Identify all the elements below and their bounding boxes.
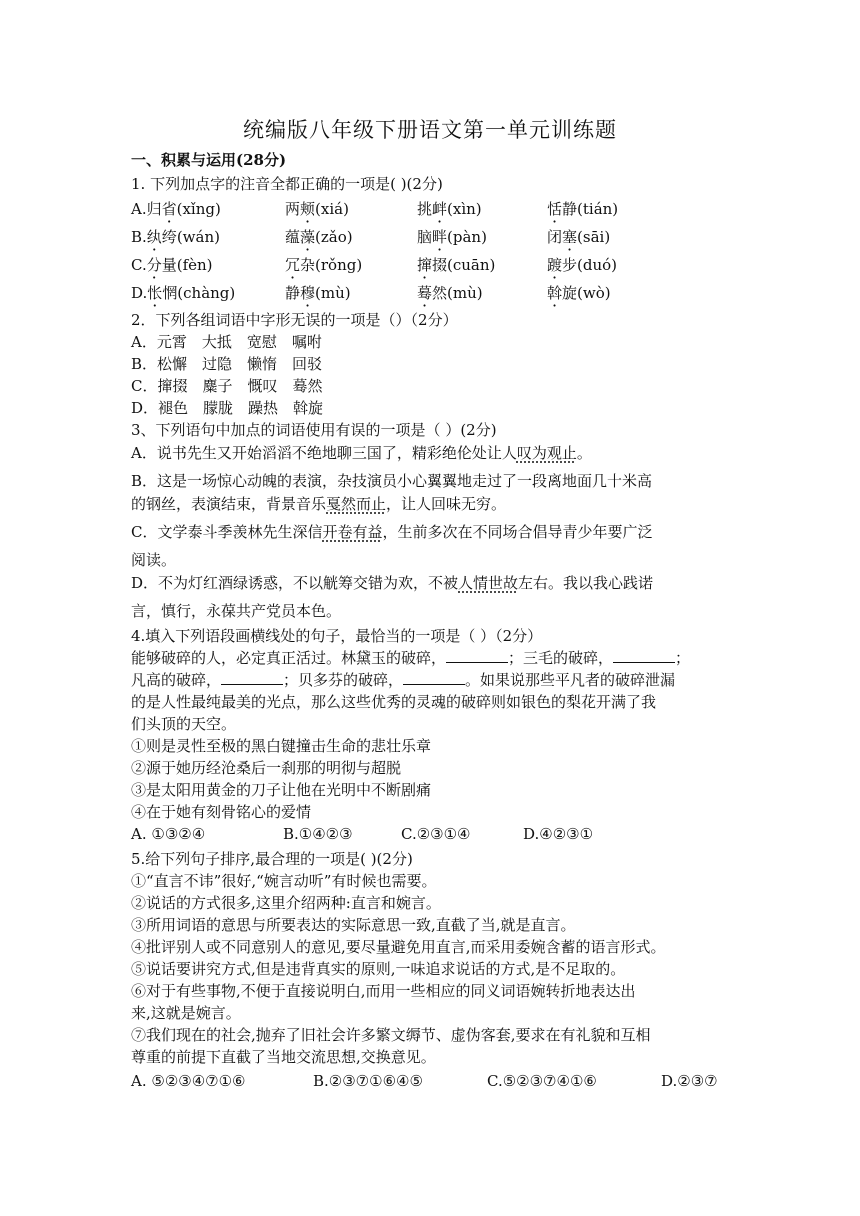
- text: C．文学泰斗季羡林先生深信: [131, 523, 323, 541]
- question-1-option-cell: [547, 282, 611, 303]
- dotted-char: 蓦: [417, 284, 433, 302]
- dotted-text: 人情世故: [458, 574, 519, 592]
- dotted-text: 开卷有益: [322, 523, 383, 541]
- question-5-item-3: ③所用词语的意思与所要表达的实际意思一致,直截了当,就是直言。: [131, 916, 576, 934]
- question-1-option-cell: [131, 254, 213, 275]
- text: 静(tián): [562, 200, 619, 218]
- question-3-option-b-line2: [131, 494, 506, 514]
- text: 左右。我以我心践诺: [518, 574, 654, 592]
- option-d: D.②③⑦: [661, 1072, 718, 1090]
- question-1-option-cell: [131, 198, 221, 219]
- question-3-option-d-line2: 言，慎行，永葆共产党员本色。: [131, 602, 342, 620]
- text: 的钢丝，表演结束，背景音乐: [131, 495, 327, 513]
- question-1-option-cell: [285, 198, 349, 219]
- dotted-char: 衅: [432, 200, 448, 218]
- blank-line: [221, 670, 283, 685]
- question-4-item-3: ③是太阳用黄金的刀子让他在光明中不断剧痛: [131, 781, 432, 799]
- option-c: C.⑤②③⑦④①⑥: [487, 1072, 597, 1090]
- text: 旋(wò): [562, 284, 611, 302]
- question-1-option-cell: [285, 282, 351, 303]
- question-1-option-cell: [131, 226, 220, 247]
- question-4-stem: 4.填入下列语段画横线处的句子，最恰当的一项是（ ）（2分）: [131, 627, 543, 645]
- question-3-option-a: [131, 443, 592, 463]
- text: D．不为灯红酒绿诱惑，不以觥筹交错为欢，不被: [131, 574, 459, 592]
- text: ；三毛的破碎，: [508, 649, 614, 667]
- text: (mù): [315, 284, 351, 302]
- text: A.归: [131, 200, 162, 218]
- text: 量(fèn): [161, 256, 213, 274]
- question-2-option-a: A．元霄 大抵 宽慰 嘱咐: [131, 333, 322, 351]
- question-3-option-d-line1: [131, 573, 653, 593]
- question-5-item-6: ⑥对于有些事物,不便于直接说明白,而用一些相应的同义词语婉转折地表达出: [131, 982, 636, 1000]
- text: (xǐng): [176, 200, 221, 218]
- question-1-option-cell: [417, 254, 495, 275]
- dotted-char: 纨: [146, 228, 162, 246]
- dotted-char: 穆: [300, 284, 316, 302]
- text: 。: [576, 444, 592, 462]
- text: 步(duó): [562, 256, 618, 274]
- text: (pàn): [447, 228, 487, 246]
- text: (xiá): [315, 200, 349, 218]
- option-a: A. ①③②④: [131, 825, 206, 843]
- text: A．说书先生又开始滔滔不绝地聊三国了，精彩绝伦处让人: [131, 444, 517, 462]
- question-1-option-cell: [547, 254, 617, 275]
- text: 。如果说那些平凡者的破碎泄漏: [465, 671, 676, 689]
- dotted-char: 怅: [147, 284, 163, 302]
- dotted-char: 斡: [547, 284, 563, 302]
- question-5-item-1: ①“直言不讳”很好,“婉言动听”有时候也需要。: [131, 872, 437, 890]
- question-4-item-1: ①则是灵性至极的黑白键撞击生命的悲壮乐章: [131, 737, 432, 755]
- question-3-option-c-line1: [131, 522, 653, 542]
- question-1-option-cell: [285, 226, 353, 247]
- question-1-option-cell: [547, 198, 618, 219]
- text: 绔(wán): [161, 228, 220, 246]
- question-1-option-cell: [131, 282, 235, 303]
- dotted-char: 分: [146, 256, 162, 274]
- text: 静: [285, 284, 301, 302]
- blank-line: [403, 670, 465, 685]
- question-2-option-c: C．撺掇 麋子 慨叹 蓦然: [131, 377, 323, 395]
- option-b: B.①④②③: [283, 825, 353, 843]
- text: 挑: [417, 200, 433, 218]
- question-4-passage-line2: [131, 670, 675, 690]
- dotted-text: 叹为观止: [516, 444, 577, 462]
- dotted-char: 冗: [285, 256, 301, 274]
- dotted-char: 恬: [547, 200, 563, 218]
- blank-line: [613, 648, 675, 663]
- text: 能够破碎的人，必定真正活过。林黛玉的破碎，: [131, 649, 447, 667]
- option-b: B.②③⑦①⑥④⑤: [313, 1072, 423, 1090]
- question-1-option-cell: [547, 226, 610, 247]
- question-5-item-5: ⑤说话要讲究方式,但是违背真实的原则,一味追求说话的方式,是不足取的。: [131, 960, 626, 978]
- question-5-item-6-cont: 来,这就是婉言。: [131, 1004, 241, 1022]
- question-5-item-7-cont: 尊重的前提下直截了当地交流思想,交换意见。: [131, 1048, 436, 1066]
- question-4-passage-line3: 的是人性最纯最美的光点，那么这些优秀的灵魂的破碎则如银色的梨花开满了我: [131, 693, 657, 711]
- dotted-char: 塞: [562, 228, 578, 246]
- text: 惘(chàng): [162, 284, 236, 302]
- question-5-item-7: ⑦我们现在的社会,抛弃了旧社会许多繁文缛节、虚伪客套,要求在有礼貌和互相: [131, 1026, 651, 1044]
- text: D.: [131, 284, 148, 302]
- question-1-option-cell: [417, 226, 487, 247]
- question-3-option-b-line1: B．这是一场惊心动魄的表演，杂技演员小心翼翼地走过了一段离地面几十米高: [131, 472, 653, 490]
- dotted-char: 省: [161, 200, 177, 218]
- text: 蕴: [285, 228, 301, 246]
- question-3-option-c-line2: 阅读。: [131, 551, 177, 569]
- question-4-passage-line1: [131, 648, 690, 668]
- text: (xìn): [447, 200, 482, 218]
- question-1-option-cell: [417, 282, 483, 303]
- section-heading: 一、积累与运用(28分): [131, 151, 287, 169]
- question-4-item-4: ④在于她有刻骨铭心的爱情: [131, 803, 312, 821]
- question-2-option-d: D．褪色 朦胧 躁热 斡旋: [131, 399, 324, 417]
- blank-line: [446, 648, 508, 663]
- option-c: C.②③①④: [401, 825, 471, 843]
- question-4-item-2: ②源于她历经沧桑后一刹那的明彻与超脱: [131, 759, 402, 777]
- dotted-text: 戛然而止: [326, 495, 387, 513]
- text: B.: [131, 228, 147, 246]
- text: 凡高的破碎，: [131, 671, 222, 689]
- text: (sāi): [577, 228, 611, 246]
- question-4-passage-line4: 们头顶的天空。: [131, 715, 237, 733]
- text: ；: [675, 649, 691, 667]
- option-a: A. ⑤②③④⑦①⑥: [131, 1072, 246, 1090]
- question-5-item-4: ④批评别人或不同意别人的意见,要尽量避免用直言,而采用委婉含蓄的语言形式。: [131, 938, 666, 956]
- text: ，生前多次在不同场合倡导青少年要广泛: [382, 523, 653, 541]
- question-1-option-cell: [285, 254, 362, 275]
- dotted-char: 藻: [300, 228, 316, 246]
- question-1-option-cell: [417, 198, 482, 219]
- option-d: D.④②③①: [523, 825, 594, 843]
- dotted-char: 撺: [417, 256, 433, 274]
- question-5-item-2: ②说话的方式很多,这里介绍两种:直言和婉言。: [131, 894, 441, 912]
- dotted-char: 畔: [432, 228, 448, 246]
- question-1-stem: 1. 下列加点字的注音全都正确的一项是( )(2分): [131, 175, 443, 193]
- dotted-char: 颊: [300, 200, 316, 218]
- text: ；贝多芬的破碎，: [283, 671, 404, 689]
- text: 杂(rǒng): [300, 256, 363, 274]
- text: 然(mù): [432, 284, 483, 302]
- text: C.: [131, 256, 147, 274]
- question-2-option-b: B．松懈 过隐 懒惰 回驳: [131, 355, 323, 373]
- text: ，让人回味无穷。: [386, 495, 507, 513]
- text: (zǎo): [315, 228, 353, 246]
- dotted-char: 踱: [547, 256, 563, 274]
- question-3-stem: 3、下列语句中加点的词语使用有误的一项是（ ）(2分): [131, 421, 497, 439]
- question-2-stem: 2．下列各组词语中字形无误的一项是（）（2分）: [131, 311, 458, 329]
- text: 脑: [417, 228, 433, 246]
- text: 两: [285, 200, 301, 218]
- text: 闭: [547, 228, 563, 246]
- document-title: 统编版八年级下册语文第一单元训练题: [243, 118, 617, 142]
- text: 掇(cuān): [432, 256, 496, 274]
- question-5-stem: 5.给下列句子排序,最合理的一项是( )(2分): [131, 850, 413, 868]
